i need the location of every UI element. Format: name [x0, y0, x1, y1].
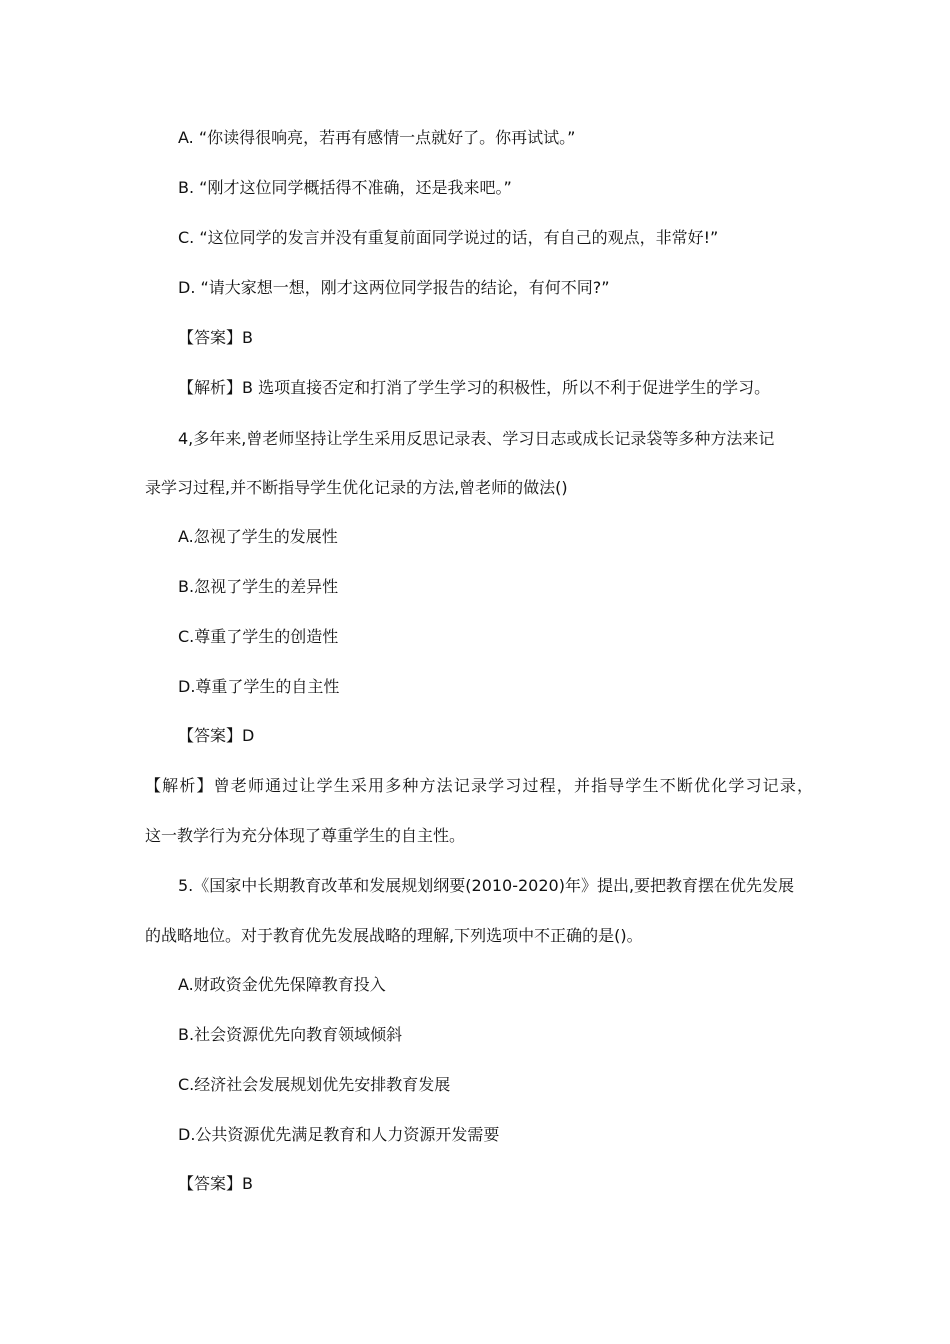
q4-option-d: D.尊重了学生的自主性 — [178, 677, 340, 696]
q3-option-b: B. “刚才这位同学概括得不准确，还是我来吧。” — [178, 178, 512, 197]
q3-answer: 【答案】B — [178, 328, 253, 347]
q4-answer: 【答案】D — [178, 726, 255, 745]
q5-stem-line2: 的战略地位。对于教育优先发展战略的理解,下列选项中不正确的是()。 — [145, 926, 643, 945]
q5-stem-line1: 5.《国家中长期教育改革和发展规划纲要(2010-2020)年》提出,要把教育摆在优先发展 — [178, 876, 795, 895]
q3-option-c: C. “这位同学的发言并没有重复前面同学说过的话，有自己的观点，非常好!” — [178, 228, 719, 247]
q4-stem-line1: 4,多年来,曾老师坚持让学生采用反思记录表、学习日志或成长记录袋等多种方法来记 — [178, 429, 775, 448]
q4-analysis-line1: 【解析】曾老师通过让学生采用多种方法记录学习过程，并指导学生不断优化学习记录， — [145, 776, 813, 795]
q5-option-d: D.公共资源优先满足教育和人力资源开发需要 — [178, 1125, 500, 1144]
q5-option-a: A.财政资金优先保障教育投入 — [178, 975, 386, 994]
q5-option-b: B.社会资源优先向教育领域倾斜 — [178, 1025, 403, 1044]
q4-option-a: A.忽视了学生的发展性 — [178, 527, 338, 546]
q4-option-b: B.忽视了学生的差异性 — [178, 577, 339, 596]
q5-option-c: C.经济社会发展规划优先安排教育发展 — [178, 1075, 451, 1094]
q4-option-c: C.尊重了学生的创造性 — [178, 627, 339, 646]
q4-stem-line2: 录学习过程,并不断指导学生优化记录的方法,曾老师的做法() — [145, 478, 568, 497]
q4-analysis-line2: 这一教学行为充分体现了尊重学生的自主性。 — [145, 826, 466, 845]
q3-option-d: D. “请大家想一想，刚才这两位同学报告的结论，有何不同?” — [178, 278, 610, 297]
q3-option-a: A. “你读得很响亮，若再有感情一点就好了。你再试试。” — [178, 128, 576, 147]
q3-analysis: 【解析】B 选项直接否定和打消了学生学习的积极性，所以不利于促进学生的学习。 — [178, 378, 771, 397]
q5-answer: 【答案】B — [178, 1174, 253, 1193]
